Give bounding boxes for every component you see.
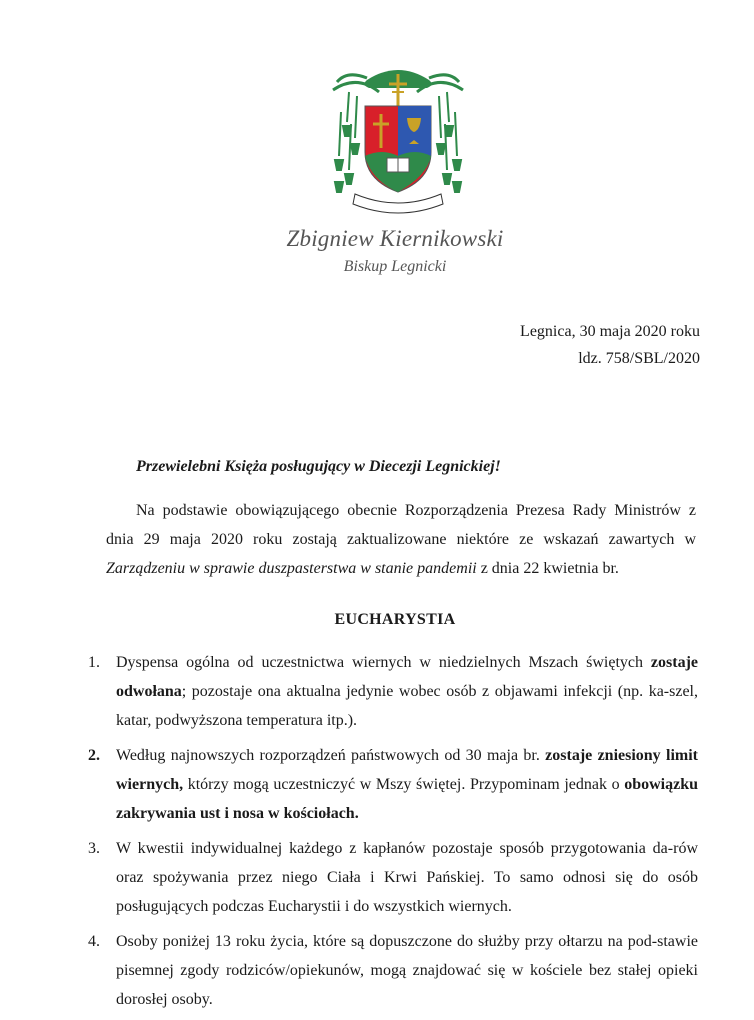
section-heading: EUCHARYSTIA xyxy=(334,611,456,628)
greeting: Przewielebni Księża posługujący w Diecezji Legnickiej! xyxy=(136,458,501,475)
intro-italic-title: Zarządzeniu w sprawie duszpasterstwa w stanie pandemii xyxy=(106,560,477,577)
coat-of-arms-icon xyxy=(327,52,469,218)
list-item xyxy=(88,834,698,921)
date-reference-block xyxy=(520,318,700,372)
bishop-title: Biskup Legnicki xyxy=(343,258,447,275)
list-item xyxy=(88,648,698,735)
list-item-text-part: którzy mogą uczestniczyć w Mszy świętej. Przypominam jednak o xyxy=(183,776,625,793)
list-item-number: 1. xyxy=(88,654,100,671)
list-item-bold-part: zostaje odwołana xyxy=(116,654,698,700)
list-item-number: 2. xyxy=(88,747,100,764)
list-item-number: 3. xyxy=(88,840,100,857)
intro-text-after: z dnia 22 kwietnia br. xyxy=(476,560,619,577)
list-item-text xyxy=(116,648,698,735)
list-item-number: 4. xyxy=(88,933,100,950)
list-item-text-part: Według najnowszych rozporządzeń państwowych od 30 maja br. xyxy=(116,747,546,764)
list-item-bold-part: obowiązku zakrywania ust i nosa w kościołach. xyxy=(116,776,698,822)
coat-of-arms xyxy=(327,52,469,218)
list-item-bold-part: zostaje zniesiony limit wiernych, xyxy=(116,747,698,793)
bishop-name: Zbigniew Kiernikowski xyxy=(286,226,504,251)
intro-text-before: Na podstawie obowiązującego obecnie Rozporządzenia Prezesa Rady Ministrów z dnia 29 maja 2020 roku zostają zaktualizowane niektóre ze wskazań zawartych w xyxy=(106,502,696,548)
list-item-text: W kwestii indywidualnej każdego z kapłanów pozostaje sposób przygotowania da-rów oraz spożywania przez niego Ciała i Krwi Pańskiej. To samo odnosi się do osób posługujących podczas Eucharystii i do wszystkich wiernych. xyxy=(116,840,698,915)
list-item-text: Osoby poniżej 13 roku życia, które są dopuszczone do służby przy ołtarzu na pod-stawie pisemnej zgody rodziców/opiekunów, mogą znajdować się w kościele bez stałej opieki dorosłej osoby. xyxy=(116,933,698,1008)
list-item xyxy=(88,741,698,828)
reference-number: ldz. 758/SBL/2020 xyxy=(578,350,700,367)
list-item-text-part: ; pozostaje ona aktualna jedynie wobec osób z objawami infekcji (np. ka-szel, katar, podwyższona temperatura itp.). xyxy=(116,683,698,729)
numbered-list xyxy=(88,648,698,1020)
intro-paragraph xyxy=(106,496,696,583)
list-item-text xyxy=(116,741,698,828)
place-date: Legnica, 30 maja 2020 roku xyxy=(520,323,700,340)
list-item-text-part: Dyspensa ogólna od uczestnictwa wiernych w niedzielnych Mszach świętych xyxy=(116,654,651,671)
list-item xyxy=(88,927,698,1014)
